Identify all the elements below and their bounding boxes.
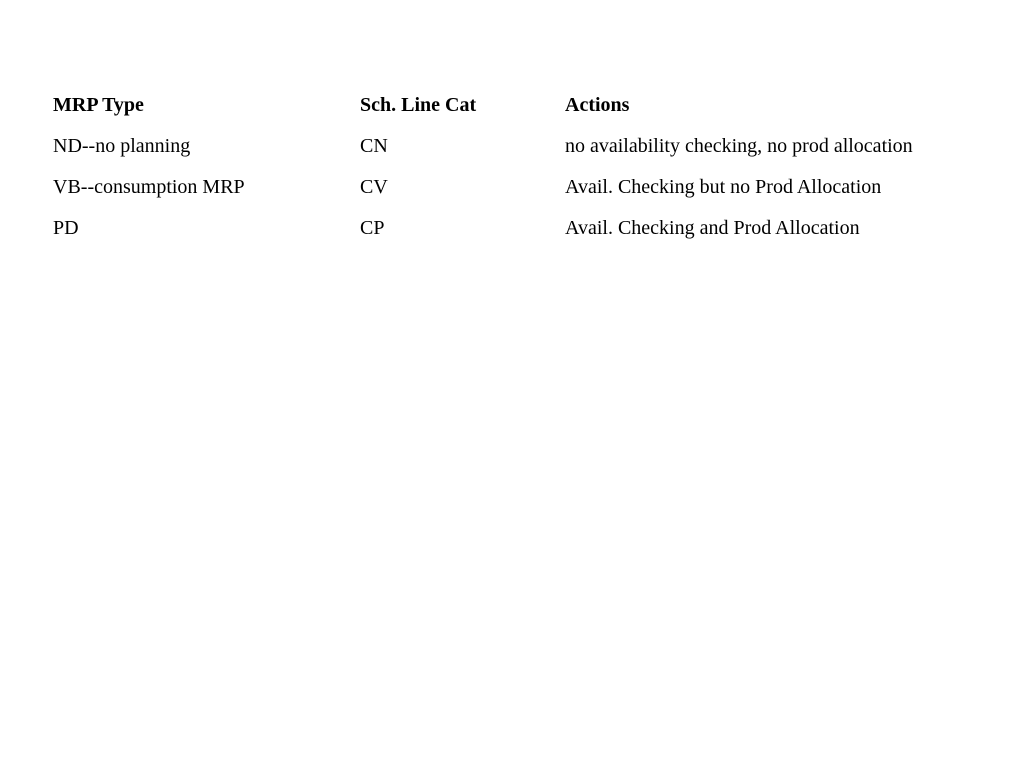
cell-sch-line-cat: CN	[360, 135, 388, 157]
header-sch-line-cat: Sch. Line Cat	[360, 94, 477, 116]
table-header-row	[53, 93, 985, 134]
table-row	[53, 134, 985, 175]
header-actions: Actions	[565, 94, 630, 116]
cell-sch-line-cat: CV	[360, 176, 388, 198]
cell-actions: no availability checking, no prod allocation	[565, 135, 913, 157]
mrp-schedule-line-table	[53, 93, 985, 257]
cell-mrp-type: VB--consumption MRP	[53, 176, 245, 198]
header-mrp-type: MRP Type	[53, 94, 144, 116]
cell-mrp-type: ND--no planning	[53, 135, 191, 157]
cell-actions: Avail. Checking and Prod Allocation	[565, 217, 860, 239]
cell-sch-line-cat: CP	[360, 217, 385, 239]
cell-mrp-type: PD	[53, 217, 79, 239]
cell-actions: Avail. Checking but no Prod Allocation	[565, 176, 882, 198]
table-row	[53, 216, 985, 257]
table-row	[53, 175, 985, 216]
